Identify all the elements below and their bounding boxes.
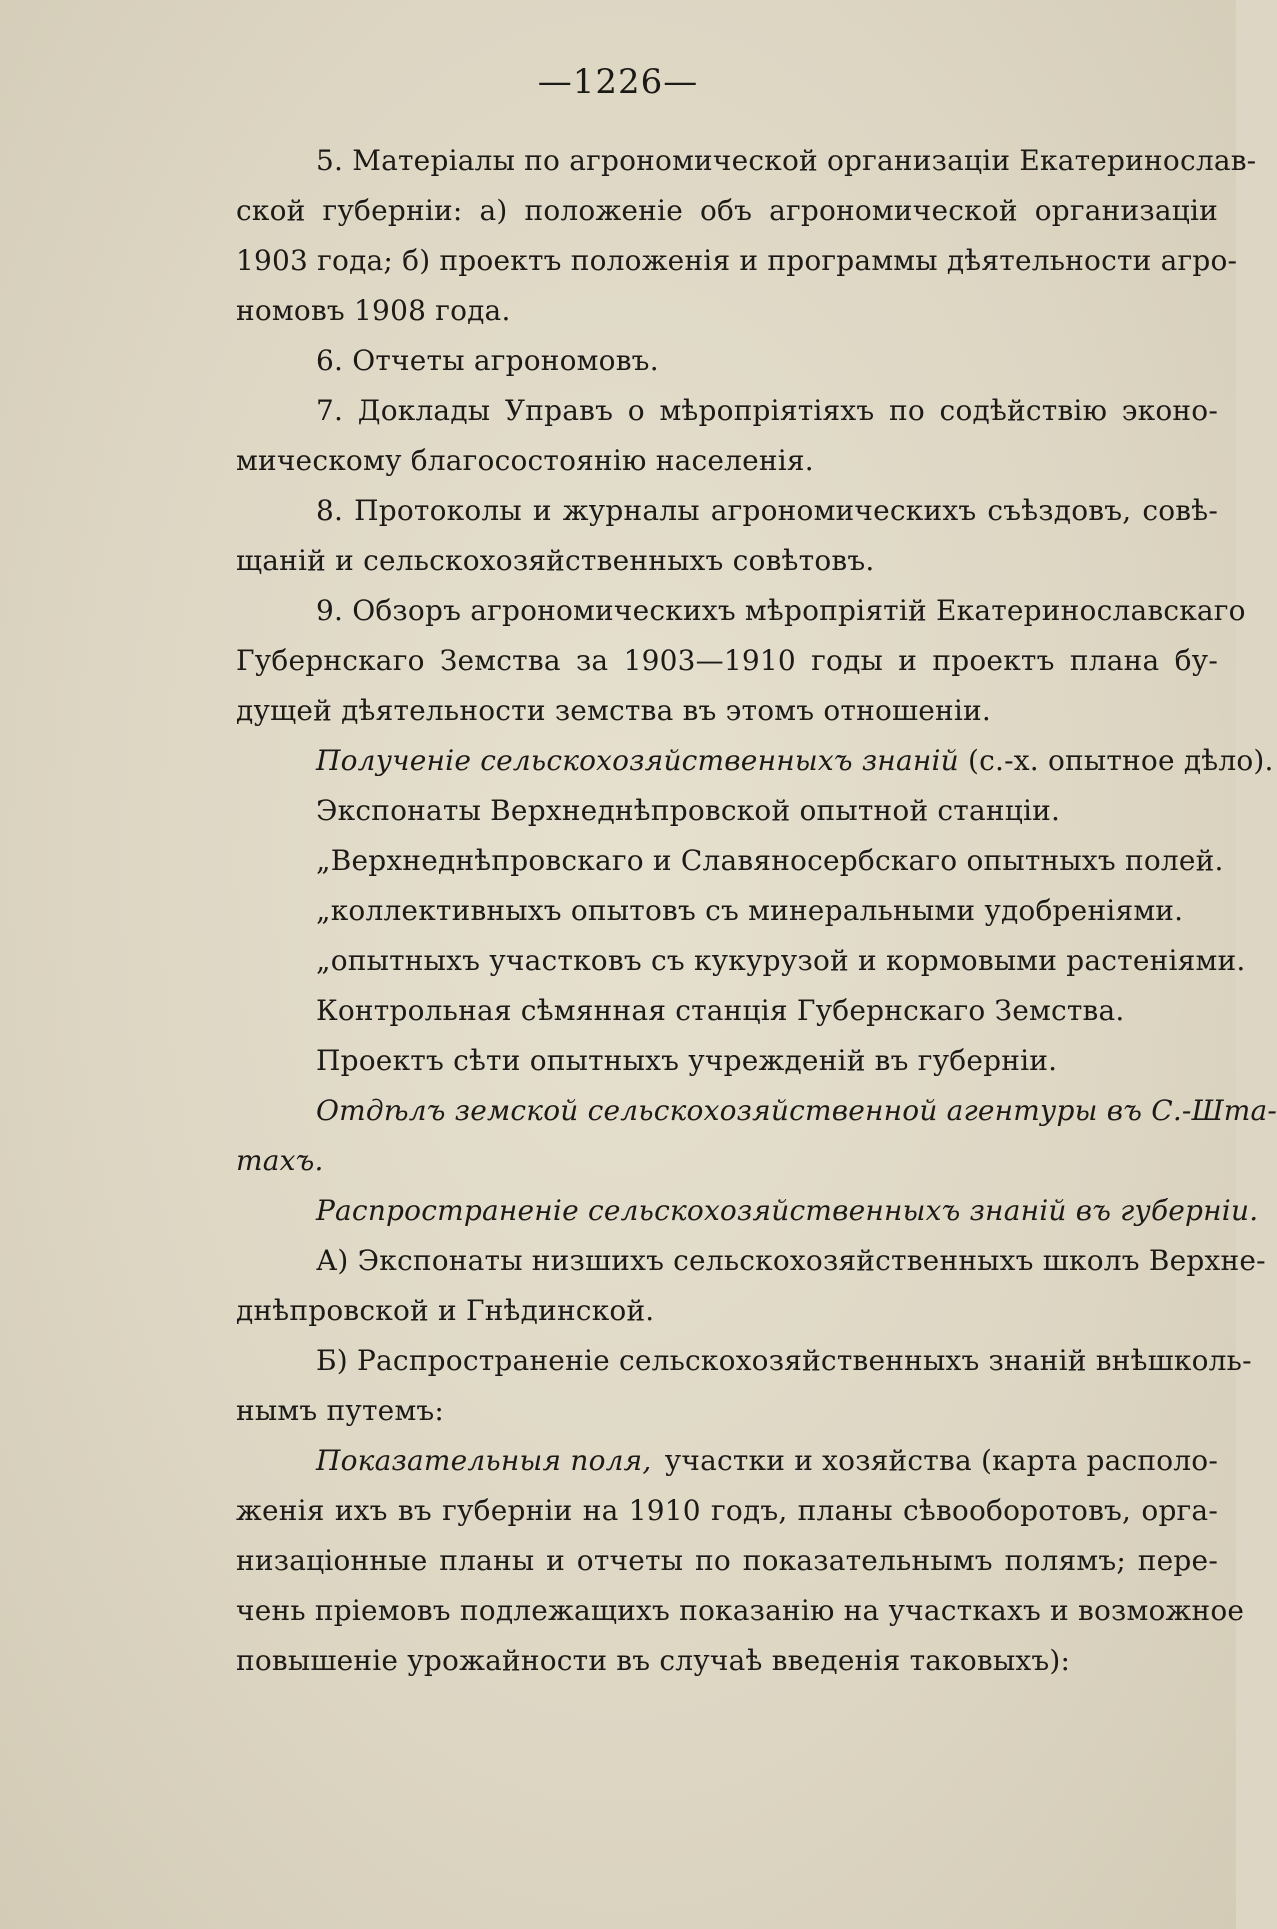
text-line: 1903 года; б) проектъ положенія и программы дѣятельности агро-: [236, 244, 1238, 277]
section-heading-line: [236, 1436, 1218, 1486]
text-line: чень пріемовъ подлежащихъ показанію на участкахъ и возможное: [236, 1594, 1245, 1627]
text-line: Контрольная сѣмянная станція Губернскаго Земства.: [316, 994, 1125, 1027]
text-line: „коллективныхъ опытовъ съ минеральными удобреніями.: [316, 894, 1184, 927]
text-line: 9. Обзоръ агрономическихъ мѣропріятій Екатеринославскаго: [316, 594, 1246, 627]
text-line: 6. Отчеты агрономовъ.: [316, 344, 659, 377]
text-line: дущей дѣятельности земства въ этомъ отношеніи.: [236, 694, 992, 727]
section-heading-note: (с.-х. опытное дѣло).: [967, 744, 1274, 777]
section-heading: Полученіе сельскохозяйственныхъ знаній: [316, 744, 959, 777]
text-line: низаціонные планы и отчеты по показательнымъ полямъ; пере-: [236, 1544, 1218, 1577]
text-line: Б) Распространеніе сельскохозяйственныхъ знаній внѣшколь-: [316, 1344, 1252, 1377]
text-line: 7. Доклады Управъ о мѣропріятіяхъ по содѣйствію эконо-: [316, 394, 1218, 427]
text-line: 8. Протоколы и журналы агрономическихъ съѣздовъ, совѣ-: [316, 494, 1218, 527]
text-line: 5. Матеріалы по агрономической организаціи Екатеринослав-: [316, 144, 1257, 177]
text-line: ской губерніи: а) положеніе объ агрономической организаціи: [236, 194, 1218, 227]
page-number: —1226—: [537, 62, 699, 102]
section-heading: Распространеніе сельскохозяйственныхъ знаній въ губерніи.: [316, 1194, 1259, 1227]
text-line: Экспонаты Верхнеднѣпровской опытной станціи.: [316, 794, 1061, 827]
body-text: [236, 136, 1277, 1686]
section-heading: Отдѣлъ земской сельскохозяйственной агентуры въ С.-Шта-: [316, 1094, 1277, 1127]
text-line: днѣпровской и Гнѣдинской.: [236, 1294, 655, 1327]
text-line: Губернскаго Земства за 1903—1910 годы и проектъ плана бу-: [236, 644, 1218, 677]
text-line: „Верхнеднѣпровскаго и Славяносербскаго опытныхъ полей.: [316, 844, 1224, 877]
section-heading: Показательныя поля,: [316, 1444, 652, 1477]
text-line: нымъ путемъ:: [236, 1394, 445, 1427]
text-line: „опытныхъ участковъ съ кукурузой и кормовыми растеніями.: [316, 944, 1246, 977]
text-line: повышеніе урожайности въ случаѣ введенія таковыхъ):: [236, 1644, 1071, 1677]
section-heading-line: [236, 736, 1274, 786]
text-line: мическому благосостоянію населенія.: [236, 444, 814, 477]
text-line: женія ихъ въ губерніи на 1910 годъ, планы сѣвооборотовъ, орга-: [236, 1494, 1218, 1527]
text-line: А) Экспонаты низшихъ сельскохозяйственныхъ школъ Верхне-: [316, 1244, 1266, 1277]
section-heading: тахъ.: [236, 1144, 324, 1177]
text-line: щаній и сельскохозяйственныхъ совѣтовъ.: [236, 544, 875, 577]
section-heading-note: участки и хозяйства (карта располо-: [664, 1444, 1218, 1477]
text-line: Проектъ сѣти опытныхъ учрежденій въ губерніи.: [316, 1044, 1058, 1077]
text-line: номовъ 1908 года.: [236, 294, 511, 327]
